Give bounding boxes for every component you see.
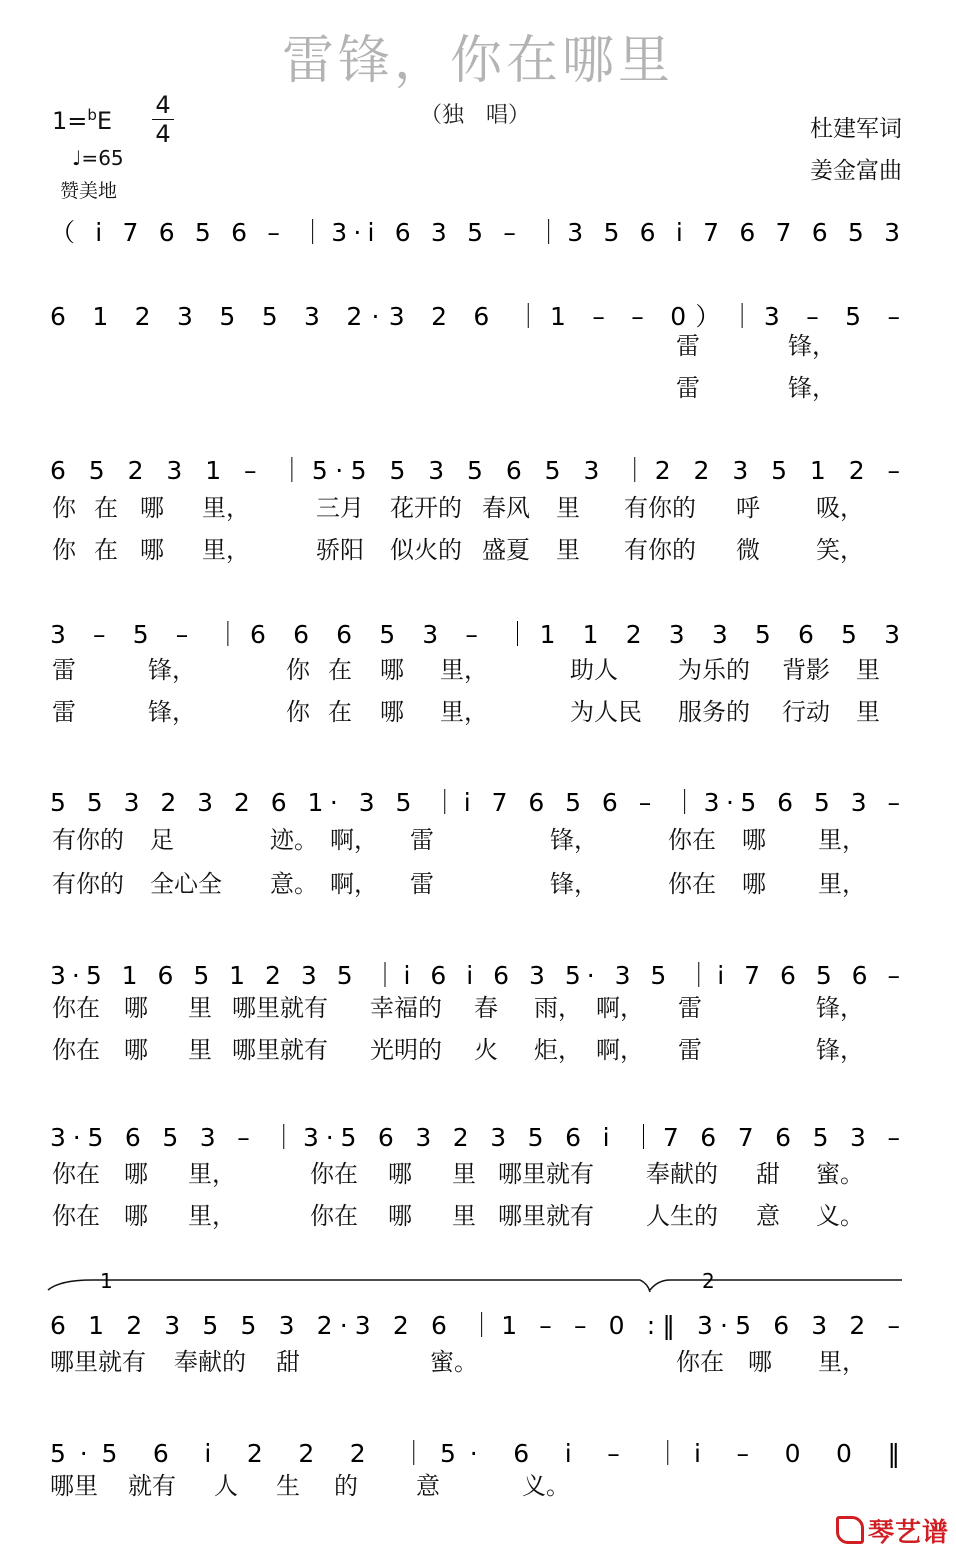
notation-line: 6 1 2 3 5 5 3 2·3 2 6 ｜1 – – 0 :‖ 3·5 6 3 2 – (50, 1311, 901, 1340)
lyric-word: 里 (556, 494, 580, 522)
volta-2-label: 2 (702, 1269, 715, 1293)
lyric-word: 吸， (816, 494, 864, 522)
lyric-word: 在 (94, 494, 118, 522)
lyric-word: 锋， (788, 374, 836, 402)
lyric-word: 雷 (676, 374, 700, 402)
lyric-word: 在 (328, 698, 352, 726)
lyric-word: 锋， (816, 994, 864, 1022)
lyric-word: 奉献的 (174, 1348, 246, 1376)
lyric-word: 你 (286, 656, 310, 684)
lyric-word: 有你的 (624, 494, 696, 522)
lyric-word: 为人民 (570, 698, 642, 726)
notation-line: 6 5 2 3 1 – ｜5·5 5 3 5 6 5 3 ｜2 2 3 5 1 2 – (50, 456, 900, 485)
watermark-logo (836, 1512, 949, 1549)
notation-line: 3·5 6 5 3 – ｜3·5 6 3 2 3 5 6 i ｜7 6 7 6 5 3 – (50, 1123, 901, 1152)
lyric-word: 你在 (676, 1348, 724, 1376)
volta-brackets (48, 1280, 902, 1292)
lyric-row (0, 530, 956, 564)
lyric-word: 炬， (534, 1036, 582, 1064)
lyric-word: 锋， (550, 826, 598, 854)
lyric-word: 就有 (128, 1472, 176, 1500)
lyric-word: 里 (856, 656, 880, 684)
lyric-word: 你在 (52, 994, 100, 1022)
lyric-word: 雷 (410, 826, 434, 854)
lyric-row (0, 1196, 956, 1230)
lyric-word: 锋， (788, 332, 836, 360)
lyric-word: 哪里就有 (498, 1160, 594, 1188)
lyric-word: 你在 (668, 870, 716, 898)
lyric-word: 哪 (388, 1160, 412, 1188)
lyric-word: 雷 (678, 994, 702, 1022)
lyric-word: 花开的 (390, 494, 462, 522)
lyric-word: 行动 (782, 698, 830, 726)
lyric-word: 意 (756, 1202, 780, 1230)
notation-line: （ i 7 6 5 6 – ｜3·i 6 3 5 – ｜3 5 6 i 7 6 7 6 5 3 (50, 218, 900, 247)
lyric-word: 义。 (816, 1202, 864, 1230)
lyric-word: 助人 (570, 656, 618, 684)
lyric-word: 你 (52, 494, 76, 522)
lyric-word: 里 (188, 1036, 212, 1064)
lyric-word: 你在 (310, 1160, 358, 1188)
lyric-word: 啊， (330, 826, 378, 854)
lyric-word: 里 (188, 994, 212, 1022)
lyric-word: 有你的 (624, 536, 696, 564)
lyric-word: 里 (452, 1160, 476, 1188)
lyric-row (0, 368, 956, 402)
lyric-word: 哪 (124, 1160, 148, 1188)
lyric-word: 里， (202, 536, 250, 564)
lyric-word: 呼 (736, 494, 760, 522)
lyric-word: 甜 (756, 1160, 780, 1188)
lyric-word: 哪 (140, 536, 164, 564)
lyric-word: 哪 (124, 994, 148, 1022)
lyric-word: 你在 (52, 1202, 100, 1230)
lyric-word: 里， (188, 1160, 236, 1188)
lyric-word: 里 (452, 1202, 476, 1230)
piano-logo-icon (836, 1516, 864, 1544)
lyric-word: 意。 (270, 870, 318, 898)
lyric-word: 哪 (380, 698, 404, 726)
lyric-row (0, 1466, 956, 1500)
key-note: E (96, 107, 113, 135)
lyric-word: 人生的 (646, 1202, 718, 1230)
expression-marking: 赞美地 (60, 180, 118, 202)
lyric-word: 哪 (748, 1348, 772, 1376)
time-signature-bottom: 4 (155, 120, 171, 148)
lyric-word: 锋， (148, 698, 196, 726)
lyric-word: 雷 (52, 698, 76, 726)
lyric-word: 里， (818, 870, 866, 898)
lyric-word: 人 (214, 1472, 238, 1500)
lyric-word: 里 (856, 698, 880, 726)
lyricist-credit: 杜建军词 (810, 116, 902, 142)
lyric-row (0, 488, 956, 522)
lyric-word: 哪 (742, 870, 766, 898)
lyric-word: 哪 (124, 1202, 148, 1230)
lyric-word: 哪 (124, 1036, 148, 1064)
lyric-word: 有你的 (52, 870, 124, 898)
lyric-word: 意 (416, 1472, 440, 1500)
lyric-word: 里， (202, 494, 250, 522)
lyric-word: 微 (736, 536, 760, 564)
lyric-word: 笑， (816, 536, 864, 564)
lyric-word: 盛夏 (482, 536, 530, 564)
lyric-word: 全心全 (150, 870, 222, 898)
lyric-word: 你在 (52, 1160, 100, 1188)
lyric-word: 蜜。 (430, 1348, 478, 1376)
lyric-word: 锋， (550, 870, 598, 898)
lyric-word: 有你的 (52, 826, 124, 854)
lyric-word: 你在 (668, 826, 716, 854)
composer-credit: 姜金富曲 (810, 158, 902, 184)
lyric-word: 哪里就有 (232, 1036, 328, 1064)
lyric-word: 啊， (330, 870, 378, 898)
lyric-word: 哪 (388, 1202, 412, 1230)
time-signature-top: 4 (155, 91, 171, 119)
lyric-word: 哪里就有 (498, 1202, 594, 1230)
lyric-word: 义。 (522, 1472, 570, 1500)
lyric-word: 似火的 (390, 536, 462, 564)
lyric-word: 幸福的 (370, 994, 442, 1022)
lyric-word: 雨， (534, 994, 582, 1022)
lyric-word: 里， (818, 826, 866, 854)
lyric-word: 甜 (276, 1348, 300, 1376)
lyric-word: 你 (52, 536, 76, 564)
lyric-word: 蜜。 (816, 1160, 864, 1188)
lyric-word: 哪里就有 (232, 994, 328, 1022)
lyric-row (0, 988, 956, 1022)
lyric-word: 服务的 (678, 698, 750, 726)
lyric-word: 雷 (410, 870, 434, 898)
lyric-row (0, 650, 956, 684)
lyric-word: 你在 (52, 1036, 100, 1064)
performance-note: （独 唱） (420, 103, 531, 128)
lyric-word: 哪 (742, 826, 766, 854)
lyric-word: 啊， (596, 1036, 644, 1064)
lyric-row (0, 864, 956, 898)
lyric-word: 三月 (316, 494, 364, 522)
lyric-word: 奉献的 (646, 1160, 718, 1188)
lyric-word: 锋， (148, 656, 196, 684)
lyric-word: 春风 (482, 494, 530, 522)
lyric-word: 里 (556, 536, 580, 564)
flat-sign: b (87, 106, 97, 124)
lyric-word: 里， (440, 698, 488, 726)
lyric-word: 生 (276, 1472, 300, 1500)
lyric-word: 骄阳 (316, 536, 364, 564)
lyric-word: 哪里 (50, 1472, 98, 1500)
lyric-word: 的 (334, 1472, 358, 1500)
lyric-word: 哪 (380, 656, 404, 684)
key-prefix: 1= (52, 107, 88, 135)
lyric-word: 你 (286, 698, 310, 726)
lyric-word: 背影 (782, 656, 830, 684)
notation-line: 5·5 6 i 2 2 2 ｜5· 6 i – ｜i – 0 0 ‖ (50, 1439, 900, 1468)
lyric-word: 雷 (676, 332, 700, 360)
lyric-row (0, 692, 956, 726)
notation-line: 3·5 1 6 5 1 2 3 5 ｜i 6 i 6 3 5· 3 5 ｜i 7 6 5 6 – (50, 961, 900, 990)
lyric-word: 光明的 (370, 1036, 442, 1064)
notation-line: 5 5 3 2 3 2 6 1· 3 5 ｜i 7 6 5 6 – ｜3·5 6 5 3 – (50, 788, 900, 817)
lyric-row (0, 1030, 956, 1064)
lyric-word: 里， (818, 1348, 866, 1376)
lyric-word: 为乐的 (678, 656, 750, 684)
lyric-word: 啊， (596, 994, 644, 1022)
lyric-word: 在 (94, 536, 118, 564)
lyric-word: 迹。 (270, 826, 318, 854)
lyric-row (0, 1342, 956, 1376)
lyric-word: 雷 (52, 656, 76, 684)
lyric-word: 你在 (310, 1202, 358, 1230)
page-title: 雷锋，你在哪里 (281, 31, 674, 91)
lyric-word: 哪 (140, 494, 164, 522)
lyric-word: 里， (440, 656, 488, 684)
notation-line: 3 – 5 – ｜6 6 6 5 3 – ｜1 1 2 3 3 5 6 5 3 (50, 620, 901, 649)
lyric-word: 哪里就有 (50, 1348, 146, 1376)
volta-1-label: 1 (100, 1269, 113, 1293)
lyric-row (0, 820, 956, 854)
notation-line: 6 1 2 3 5 5 3 2·3 2 6 ｜1 – – 0）｜3 – 5 – (50, 302, 901, 331)
lyric-word: 锋， (816, 1036, 864, 1064)
lyric-word: 火 (474, 1036, 498, 1064)
lyric-word: 里， (188, 1202, 236, 1230)
lyric-word: 足 (150, 826, 174, 854)
lyric-row (0, 326, 956, 360)
lyric-word: 在 (328, 656, 352, 684)
lyric-row (0, 1154, 956, 1188)
watermark-text: 琴艺谱 (868, 1518, 950, 1548)
tempo-marking: ♩=65 (72, 146, 124, 170)
lyric-word: 雷 (678, 1036, 702, 1064)
lyric-word: 春 (474, 994, 498, 1022)
